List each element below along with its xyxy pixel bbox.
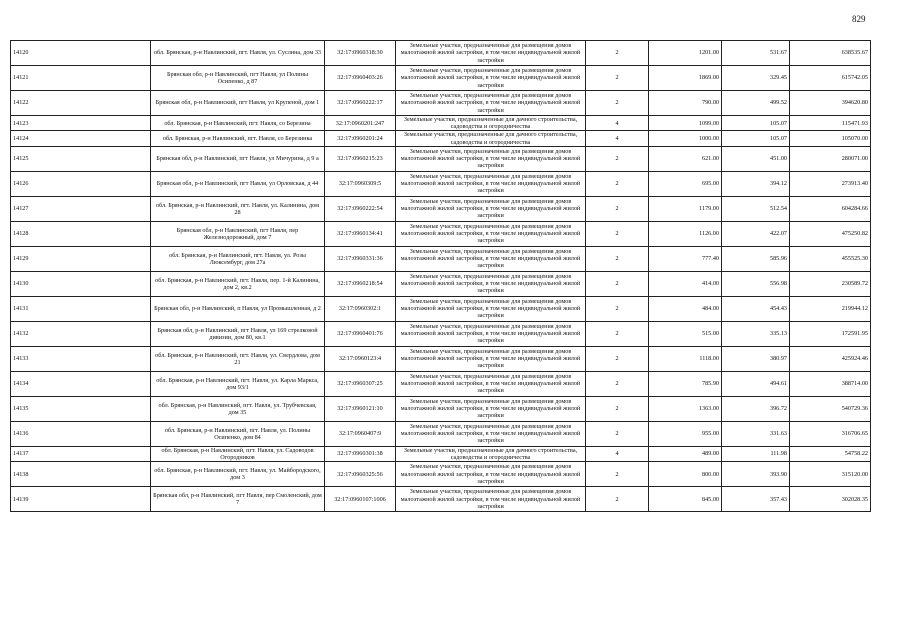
cadastral-value-cell: 394620.80: [790, 91, 871, 116]
specific-value-cell: 585.96: [722, 246, 790, 271]
cadastral-number-cell: 32:17:0960222:54: [325, 196, 396, 221]
specific-value-cell: 454.43: [722, 296, 790, 321]
permitted-use-cell: Земельные участки, предназначенные для размещения домов малоэтажной жилой застройки, в том числе индивидуальной жилой застройки: [396, 196, 586, 221]
row-id: 14137: [11, 446, 151, 461]
permitted-use-cell: Земельные участки, предназначенные для размещения домов малоэтажной жилой застройки, в том числе индивидуальной жилой застройки: [396, 66, 586, 91]
permitted-use-cell: Земельные участки, предназначенные для размещения домов малоэтажной жилой застройки, в том числе индивидуальной жилой застройки: [396, 271, 586, 296]
address-cell: Брянская обл, р-н Навлинский, п Навля, ул Промышленная, д 2: [151, 296, 325, 321]
permitted-use-cell: Земельные участки, предназначенные для дачного строительства, садоводства и огородничества: [396, 131, 586, 146]
category-cell: 2: [586, 346, 649, 371]
area-cell: 1179.00: [649, 196, 722, 221]
area-cell: 484.00: [649, 296, 722, 321]
specific-value-cell: 393.90: [722, 462, 790, 487]
area-cell: 955.00: [649, 421, 722, 446]
address-cell: Брянская обл, р-н Навлинский, пгт Навля, ул Мичурина, д 9 а: [151, 146, 325, 171]
category-cell: 2: [586, 296, 649, 321]
cadastral-number-cell: 32:17:0960401:76: [325, 321, 396, 346]
cadastral-number-cell: 32:17:0960403:26: [325, 66, 396, 91]
permitted-use-cell: Земельные участки, предназначенные для размещения домов малоэтажной жилой застройки, в том числе индивидуальной жилой застройки: [396, 146, 586, 171]
table-row: [11, 66, 871, 91]
row-id: 14130: [11, 271, 151, 296]
category-cell: 2: [586, 146, 649, 171]
address-cell: обл. Брянская, р-н Навлинский, пгт. Навля, пер. 1-й Калинина, дом 2, кв.2: [151, 271, 325, 296]
table-row: [11, 487, 871, 512]
cadastral-value-cell: 638535.67: [790, 41, 871, 66]
cadastral-number-cell: 32:17:0960201:24: [325, 131, 396, 146]
table-row: [11, 41, 871, 66]
area-cell: 489.00: [649, 446, 722, 461]
cadastral-number-cell: 32:17:0960201:247: [325, 116, 396, 131]
category-cell: 2: [586, 41, 649, 66]
cadastral-number-cell: 32:17:0960123:4: [325, 346, 396, 371]
permitted-use-cell: Земельные участки, предназначенные для размещения домов малоэтажной жилой застройки, в том числе индивидуальной жилой застройки: [396, 396, 586, 421]
permitted-use-cell: Земельные участки, предназначенные для размещения домов малоэтажной жилой застройки, в том числе индивидуальной жилой застройки: [396, 91, 586, 116]
table-row: [11, 246, 871, 271]
table-row: [11, 346, 871, 371]
area-cell: 1126.00: [649, 221, 722, 246]
category-cell: 2: [586, 396, 649, 421]
cadastral-value-cell: 54758.22: [790, 446, 871, 461]
category-cell: 4: [586, 116, 649, 131]
cadastral-number-cell: 32:17:0960309:5: [325, 171, 396, 196]
table-row: [11, 462, 871, 487]
row-id: 14121: [11, 66, 151, 91]
category-cell: 2: [586, 91, 649, 116]
specific-value-cell: 556.98: [722, 271, 790, 296]
table-body: [11, 41, 871, 512]
specific-value-cell: 105.07: [722, 131, 790, 146]
specific-value-cell: 357.43: [722, 487, 790, 512]
table-row: [11, 396, 871, 421]
area-cell: 785.90: [649, 371, 722, 396]
category-cell: 2: [586, 462, 649, 487]
table-row: [11, 196, 871, 221]
cadastral-value-cell: 388714.00: [790, 371, 871, 396]
cadastral-number-cell: 32:17:0960121:10: [325, 396, 396, 421]
category-cell: 2: [586, 321, 649, 346]
table-row: [11, 131, 871, 146]
area-cell: 515.00: [649, 321, 722, 346]
area-cell: 777.40: [649, 246, 722, 271]
address-cell: обл. Брянская, р-н Навлинский, пгт. Навля, ул. Свердлова, дом 21: [151, 346, 325, 371]
specific-value-cell: 394.12: [722, 171, 790, 196]
address-cell: Брянская обл, р-н Навлинский, пгт Навля, ул Полины Осипенко, д 87: [151, 66, 325, 91]
area-cell: 845.00: [649, 487, 722, 512]
row-id: 14126: [11, 171, 151, 196]
cadastral-number-cell: 32:17:0960331:36: [325, 246, 396, 271]
specific-value-cell: 499.52: [722, 91, 790, 116]
cadastral-value-cell: 425924.46: [790, 346, 871, 371]
cadastral-number-cell: 32:17:0960318:30: [325, 41, 396, 66]
cadastral-value-cell: 315120.00: [790, 462, 871, 487]
cadastral-number-cell: 32:17:0960301:38: [325, 446, 396, 461]
cadastral-number-cell: 32:17:0960407:9: [325, 421, 396, 446]
permitted-use-cell: Земельные участки, предназначенные для дачного строительства, садоводства и огородничества: [396, 446, 586, 461]
cadastral-value-cell: 115471.93: [790, 116, 871, 131]
cadastral-number-cell: 32:17:0960307:25: [325, 371, 396, 396]
specific-value-cell: 422.07: [722, 221, 790, 246]
cadastral-number-cell: 32:17:0960302:1: [325, 296, 396, 321]
address-cell: обл. Брянская, р-н Навлинский, пгт. Навля, ул. Карла Маркса, дом 93/1: [151, 371, 325, 396]
table-row: [11, 221, 871, 246]
specific-value-cell: 380.97: [722, 346, 790, 371]
land-registry-table: [10, 40, 871, 512]
cadastral-value-cell: 615742.05: [790, 66, 871, 91]
table-row: [11, 446, 871, 461]
row-id: 14134: [11, 371, 151, 396]
cadastral-value-cell: 219944.12: [790, 296, 871, 321]
cadastral-value-cell: 316706.65: [790, 421, 871, 446]
category-cell: 2: [586, 487, 649, 512]
cadastral-value-cell: 302028.35: [790, 487, 871, 512]
permitted-use-cell: Земельные участки, предназначенные для размещения домов малоэтажной жилой застройки, в том числе индивидуальной жилой застройки: [396, 421, 586, 446]
category-cell: 2: [586, 421, 649, 446]
specific-value-cell: 531.67: [722, 41, 790, 66]
specific-value-cell: 396.72: [722, 396, 790, 421]
area-cell: 621.00: [649, 146, 722, 171]
cadastral-value-cell: 475250.82: [790, 221, 871, 246]
table-row: [11, 421, 871, 446]
address-cell: Брянская обл, р-н Навлинский, пгт Навля, ул 169 стрелковой дивизии, дом 80, кв.1: [151, 321, 325, 346]
row-id: 14123: [11, 116, 151, 131]
table-row: [11, 296, 871, 321]
row-id: 14133: [11, 346, 151, 371]
permitted-use-cell: Земельные участки, предназначенные для размещения домов малоэтажной жилой застройки, в том числе индивидуальной жилой застройки: [396, 221, 586, 246]
row-id: 14131: [11, 296, 151, 321]
cadastral-number-cell: 32:17:0960215:23: [325, 146, 396, 171]
cadastral-value-cell: 172591.95: [790, 321, 871, 346]
area-cell: 790.00: [649, 91, 722, 116]
address-cell: Брянская обл, р-н Навлинский, пгт Навля, ул Крупеной, дом 1: [151, 91, 325, 116]
category-cell: 2: [586, 66, 649, 91]
cadastral-value-cell: 280071.00: [790, 146, 871, 171]
cadastral-value-cell: 455525.30: [790, 246, 871, 271]
category-cell: 2: [586, 371, 649, 396]
address-cell: Брянская обл, р-н Навлинский, пгт Навля, пер Железнодорожный, дом 7: [151, 221, 325, 246]
address-cell: обл. Брянская, р-н Навлинский, пгт. Навля, ул. Розы Люксембург, дом 27а: [151, 246, 325, 271]
row-id: 14124: [11, 131, 151, 146]
address-cell: обл. Брянская, р-н Навлинский, пгт. Навля, ул. Полины Осипенко, дом 84: [151, 421, 325, 446]
cadastral-value-cell: 604284.66: [790, 196, 871, 221]
category-cell: 2: [586, 171, 649, 196]
permitted-use-cell: Земельные участки, предназначенные для размещения домов малоэтажной жилой застройки, в том числе индивидуальной жилой застройки: [396, 321, 586, 346]
cadastral-number-cell: 32:17:0960222:17: [325, 91, 396, 116]
category-cell: 2: [586, 221, 649, 246]
row-id: 14128: [11, 221, 151, 246]
specific-value-cell: 329.45: [722, 66, 790, 91]
table-row: [11, 116, 871, 131]
table-row: [11, 171, 871, 196]
address-cell: обл. Брянская, р-н Навлинский, пгт. Навля, ул. Трубчевская, дом 35: [151, 396, 325, 421]
cadastral-value-cell: 540729.36: [790, 396, 871, 421]
specific-value-cell: 331.63: [722, 421, 790, 446]
row-id: 14127: [11, 196, 151, 221]
area-cell: 695.00: [649, 171, 722, 196]
row-id: 14132: [11, 321, 151, 346]
specific-value-cell: 494.61: [722, 371, 790, 396]
permitted-use-cell: Земельные участки, предназначенные для размещения домов малоэтажной жилой застройки, в том числе индивидуальной жилой застройки: [396, 346, 586, 371]
category-cell: 4: [586, 446, 649, 461]
row-id: 14136: [11, 421, 151, 446]
cadastral-number-cell: 32:17:0960134:41: [325, 221, 396, 246]
area-cell: 1869.00: [649, 66, 722, 91]
table-row: [11, 91, 871, 116]
page-number: 829: [852, 14, 866, 24]
row-id: 14129: [11, 246, 151, 271]
category-cell: 2: [586, 196, 649, 221]
permitted-use-cell: Земельные участки, предназначенные для размещения домов малоэтажной жилой застройки, в том числе индивидуальной жилой застройки: [396, 462, 586, 487]
cadastral-number-cell: 32:17:0960107:1006: [325, 487, 396, 512]
table-row: [11, 321, 871, 346]
category-cell: 2: [586, 246, 649, 271]
row-id: 14139: [11, 487, 151, 512]
address-cell: Брянская обл, р-н Навлинский, пгт Навля, пер Смоленский, дом 7: [151, 487, 325, 512]
cadastral-number-cell: 32:17:0960218:54: [325, 271, 396, 296]
area-cell: 1363.00: [649, 396, 722, 421]
row-id: 14122: [11, 91, 151, 116]
category-cell: 2: [586, 271, 649, 296]
table-row: [11, 271, 871, 296]
specific-value-cell: 335.13: [722, 321, 790, 346]
address-cell: обл. Брянская, р-н Навлинский, пгт. Навля, ул. Суслина, дом 33: [151, 41, 325, 66]
area-cell: 1201.00: [649, 41, 722, 66]
specific-value-cell: 111.98: [722, 446, 790, 461]
area-cell: 1099.00: [649, 116, 722, 131]
area-cell: 414.00: [649, 271, 722, 296]
specific-value-cell: 451.00: [722, 146, 790, 171]
address-cell: обл. Брянская, р-н Навлинский, пгт. Навля, ул. Калинина, дом 28: [151, 196, 325, 221]
permitted-use-cell: Земельные участки, предназначенные для размещения домов малоэтажной жилой застройки, в том числе индивидуальной жилой застройки: [396, 171, 586, 196]
permitted-use-cell: Земельные участки, предназначенные для дачного строительства, садоводства и огородничества: [396, 116, 586, 131]
specific-value-cell: 512.54: [722, 196, 790, 221]
address-cell: обл. Брянская, р-н Навлинский, пгт. Навля, со Березина: [151, 116, 325, 131]
area-cell: 1118.00: [649, 346, 722, 371]
address-cell: Брянская обл, р-н Навлинский, пгт Навля, ул Орловская, д 44: [151, 171, 325, 196]
category-cell: 4: [586, 131, 649, 146]
cadastral-value-cell: 105070.00: [790, 131, 871, 146]
area-cell: 1000.00: [649, 131, 722, 146]
cadastral-value-cell: 273913.40: [790, 171, 871, 196]
permitted-use-cell: Земельные участки, предназначенные для размещения домов малоэтажной жилой застройки, в том числе индивидуальной жилой застройки: [396, 296, 586, 321]
address-cell: обл. Брянская, р-н Навлинский, пгт. Навля, ул. Майбородского, дом 3: [151, 462, 325, 487]
permitted-use-cell: Земельные участки, предназначенные для размещения домов малоэтажной жилой застройки, в том числе индивидуальной жилой застройки: [396, 487, 586, 512]
permitted-use-cell: Земельные участки, предназначенные для размещения домов малоэтажной жилой застройки, в том числе индивидуальной жилой застройки: [396, 41, 586, 66]
cadastral-value-cell: 230589.72: [790, 271, 871, 296]
specific-value-cell: 105.07: [722, 116, 790, 131]
table-row: [11, 371, 871, 396]
row-id: 14120: [11, 41, 151, 66]
cadastral-number-cell: 32:17:0960325:56: [325, 462, 396, 487]
row-id: 14138: [11, 462, 151, 487]
address-cell: обл. Брянская, р-н Навлинский, пгт. Навля, со Березинка: [151, 131, 325, 146]
permitted-use-cell: Земельные участки, предназначенные для размещения домов малоэтажной жилой застройки, в том числе индивидуальной жилой застройки: [396, 246, 586, 271]
address-cell: обл. Брянская, р-н Навлинский, пгт. Навля, ул. Садоводов Огородников: [151, 446, 325, 461]
table-row: [11, 146, 871, 171]
row-id: 14125: [11, 146, 151, 171]
area-cell: 800.00: [649, 462, 722, 487]
row-id: 14135: [11, 396, 151, 421]
permitted-use-cell: Земельные участки, предназначенные для размещения домов малоэтажной жилой застройки, в том числе индивидуальной жилой застройки: [396, 371, 586, 396]
